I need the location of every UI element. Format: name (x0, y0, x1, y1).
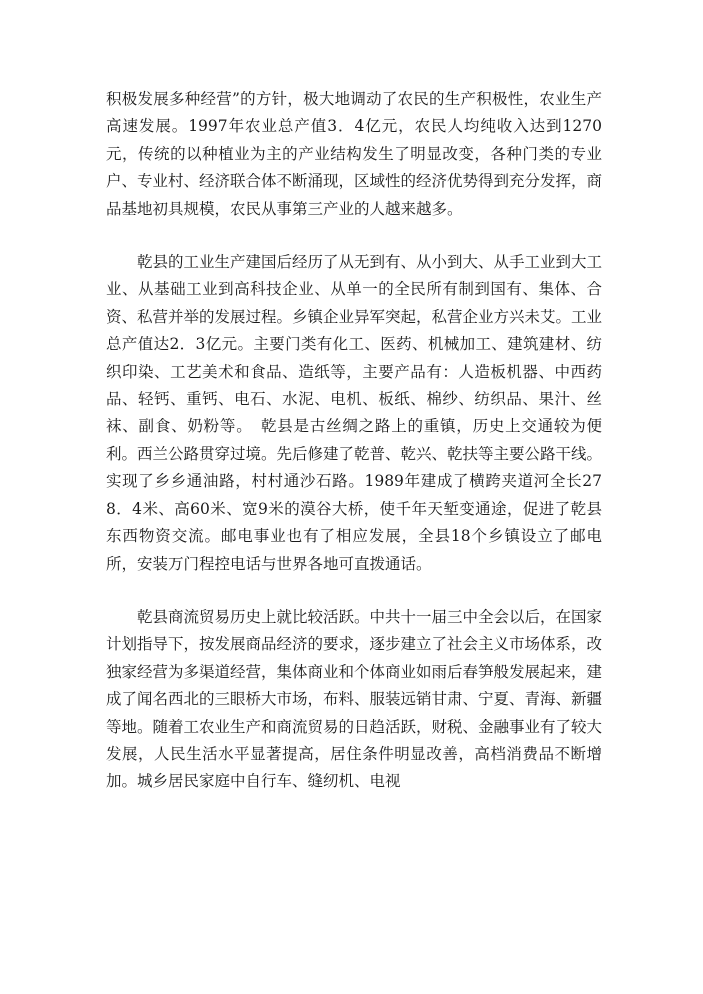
paragraph-commerce: 乾县商流贸易历史上就比较活跃。中共十一届三中全会以后，在国家计划指导下，按发展商品经济的要求，逐步建立了社会主义市场体系，改独家经营为多渠道经营，集体商业和个体商业如雨后春笋般发展起来，建成了闻名西北的三眼桥大市场，布料、服装远销甘肃、宁夏、青海、新疆等地。随着工农业生产和商流贸易的日趋活跃，财税、金融事业有了较大发展，人民生活水平显著提高，居住条件明显改善，高档消费品不断增加。城乡居民家庭中自行车、缝纫机、电视 (106, 607, 603, 791)
paragraph-industry-transport: 乾县的工业生产建国后经历了从无到有、从小到大、从手工业到大工业、从基础工业到高科技企业、从单一的全民所有制到国有、集体、合资、私营并举的发展过程。乡镇企业异军突起，私营企业方兴未艾。工业总产值达2．3亿元。主要门类有化工、医药、机械加工、建筑建材、纺织印染、工艺美术和食品、造纸等，主要产品有：人造板机器、中西药品、轻钙、重钙、电石、水泥、电机、板纸、棉纱、纺织品、果汁、丝袜、副食、奶粉等。 乾县是古丝绸之路上的重镇，历史上交通较为便利。西兰公路贯穿过境。先后修建了乾普、乾兴、乾扶等主要公路干线。实现了乡乡通油路，村村通沙石路。1989年建成了横跨夹道河全长278．4米、高60米、宽9米的漠谷大桥，使千年天堑变通途，促进了乾县东西物资交流。邮电事业也有了相应发展，全县18个乡镇设立了邮电所，安装万门程控电话与世界各地可直拨通话。 (106, 253, 603, 573)
paragraph-agriculture: 积极发展多种经营”的方针，极大地调动了农民的生产积极性，农业生产高速发展。1997年农业总产值3．4亿元，农民人均纯收入达到1270元，传统的以种植业为主的产业结构发生了明显改变，各种门类的专业户、专业村、经济联合体不断涌现，区域性的经济优势得到充分发挥，商品基地初具规模，农民从事第三产业的人越来越多。 (106, 90, 603, 218)
document-page (106, 86, 602, 796)
